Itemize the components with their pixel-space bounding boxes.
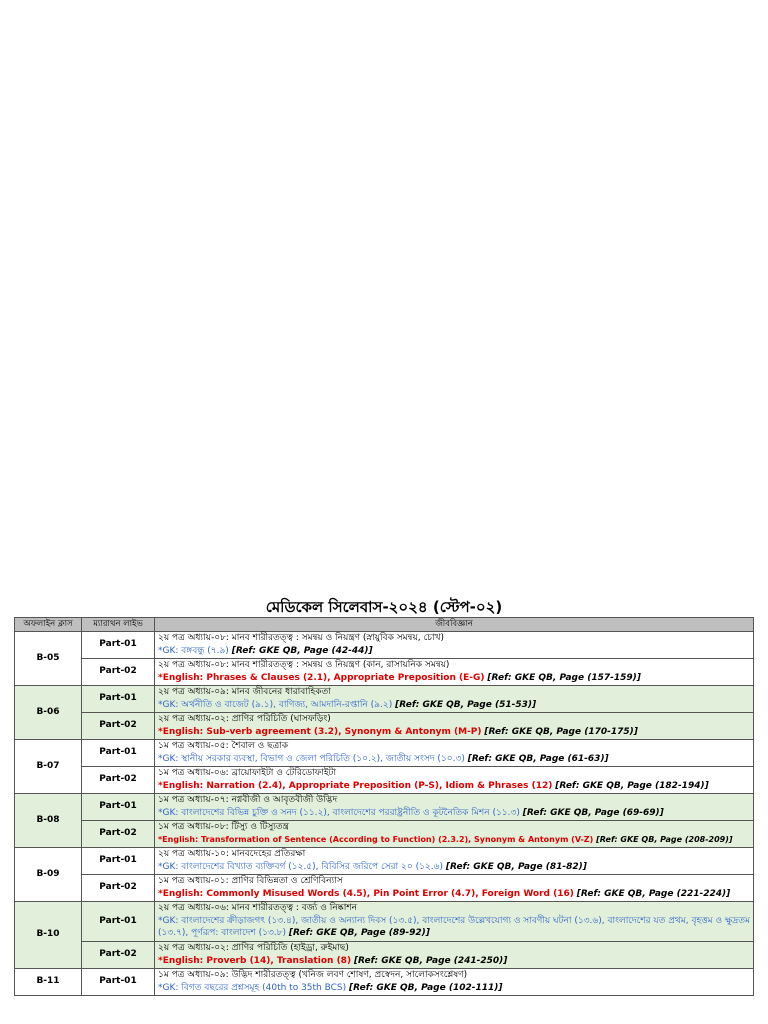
topic-cell	[155, 820, 754, 847]
table-row	[15, 658, 754, 685]
table-row	[15, 820, 754, 847]
part-cell: Part-01	[82, 793, 155, 820]
part-cell: Part-02	[82, 820, 155, 847]
part-cell: Part-02	[82, 766, 155, 793]
table-row	[15, 766, 754, 793]
topic-gk: *GK: বিগত বছরের প্রশ্নসমূহ (40th to 35th BCS)	[158, 982, 347, 993]
header-marathon-live: ম্যারাথন লাইভ	[82, 618, 155, 632]
topic-cell	[155, 968, 754, 995]
header-biology: জীববিজ্ঞান	[155, 618, 754, 632]
topic-main: ২য় পত্র অধ্যায়-১০: মানবদেহের প্রতিরক্ষা	[158, 849, 306, 859]
topic-english: *English: Proverb (14), Translation (8)	[158, 955, 352, 966]
batch-cell: B-08	[15, 793, 82, 847]
part-cell: Part-01	[82, 847, 155, 874]
table-row	[15, 941, 754, 968]
topic-main: ১ম পত্র অধ্যায়-০৯: উদ্ভিদ শারীরতত্ত্ব (খনিজ লবণ শোষণ, প্রস্বেদন, সালোকসংশ্লেষণ)	[158, 970, 468, 980]
topic-cell	[155, 658, 754, 685]
topic-main: ২য় পত্র অধ্যায়-০২: প্রাণির পরিচিতি (হাইড্রা, রুইমাছ)	[158, 943, 349, 953]
topic-cell	[155, 793, 754, 820]
topic-english: *English: Transformation of Sentence (According to Function) (2.3.2), Synonym & Antonym (V-Z)	[158, 834, 594, 844]
topic-ref: [Ref: GKE QB, Page (170-175)]	[484, 726, 638, 737]
part-cell: Part-02	[82, 712, 155, 739]
topic-main: ২য় পত্র অধ্যায়-০৯: মানব জীবনের ধারাবাহিকতা	[158, 687, 331, 697]
topic-ref: [Ref: GKE QB, Page (241-250)]	[353, 955, 508, 966]
page-title: মেডিকেল সিলেবাস-২০২৪ (স্টেপ-০২)	[265, 598, 503, 616]
topic-main: ১ম পত্র অধ্যায়-০৮: টিস্যু ও টিস্যুতন্ত্র	[158, 822, 289, 832]
part-cell: Part-01	[82, 968, 155, 995]
topic-ref: [Ref: GKE QB, Page (61-63)]	[467, 753, 609, 764]
topic-english: *English: Commonly Misused Words (4.5), Pin Point Error (4.7), Foreign Word (16)	[158, 888, 574, 899]
batch-cell: B-06	[15, 685, 82, 739]
batch-cell: B-07	[15, 739, 82, 793]
part-cell: Part-02	[82, 658, 155, 685]
topic-main: ১ম পত্র অধ্যায়-০৫: শৈবাল ও ছত্রাক	[158, 741, 289, 751]
topic-cell	[155, 941, 754, 968]
part-cell: Part-02	[82, 874, 155, 901]
batch-cell: B-09	[15, 847, 82, 901]
topic-gk: *GK: অর্থনীতি ও বাজেট (৯.১), বাণিজ্য, আমদানি-রপ্তানি (৯.২)	[158, 699, 393, 710]
topic-ref: [Ref: GKE QB, Page (208-209)]	[596, 834, 733, 844]
topic-main: ২য় পত্র অধ্যায়-০৮: মানব শারীরতত্ত্ব : সমন্বয় ও নিয়ন্ত্রণ (কান, রাসায়নিক সমন্বয়)	[158, 660, 450, 670]
topic-cell	[155, 739, 754, 766]
topic-gk: *GK: স্থানীয় সরকার ব্যবস্থা, বিভাগ ও জেলা পরিচিতি (১০.২), জাতীয় সংসদ (১০.৩)	[158, 753, 465, 764]
topic-main: ১ম পত্র অধ্যায়-০৭: নগ্নবীজী ও আবৃতবীজী উদ্ভিদ	[158, 795, 338, 805]
table-header-row	[15, 618, 754, 632]
topic-cell	[155, 847, 754, 874]
topic-ref: [Ref: GKE QB, Page (51-53)]	[395, 699, 537, 710]
topic-ref: [Ref: GKE QB, Page (69-69)]	[522, 807, 664, 818]
topic-cell	[155, 685, 754, 712]
topic-ref: [Ref: GKE QB, Page (157-159)]	[487, 672, 641, 683]
topic-main: ২য় পত্র অধ্যায়-০৬: মানব শারীরতত্ত্ব : বর্জ্য ও নিষ্কাশন	[158, 903, 358, 914]
table-row	[15, 712, 754, 739]
batch-cell: B-11	[15, 968, 82, 995]
part-cell: Part-01	[82, 901, 155, 941]
batch-cell: B-10	[15, 901, 82, 968]
header-offline-class: অফলাইন ক্লাস	[15, 618, 82, 632]
topic-english: *English: Narration (2.4), Appropriate Preposition (P-S), Idiom & Phrases (12)	[158, 780, 553, 791]
table-row	[15, 631, 754, 658]
topic-main: ১ম পত্র অধ্যায়-০১: প্রাণির বিভিন্নতা ও শ্রেণিবিন্যাস	[158, 876, 343, 886]
topic-english: *English: Sub-verb agreement (3.2), Synonym & Antonym (M-P)	[158, 726, 482, 737]
table-row	[15, 685, 754, 712]
part-cell: Part-01	[82, 685, 155, 712]
topic-cell	[155, 631, 754, 658]
batch-cell: B-05	[15, 631, 82, 685]
topic-ref: [Ref: GKE QB, Page (221-224)]	[576, 888, 731, 899]
table-row	[15, 901, 754, 941]
table-row	[15, 793, 754, 820]
part-cell: Part-02	[82, 941, 155, 968]
topic-ref: [Ref: GKE QB, Page (182-194)]	[555, 780, 709, 791]
part-cell: Part-01	[82, 739, 155, 766]
topic-ref: [Ref: GKE QB, Page (89-92)]	[288, 928, 430, 939]
topic-main: ২য় পত্র অধ্যায়-০৮: মানব শারীরতত্ত্ব : সমন্বয় ও নিয়ন্ত্রণ (স্নায়ুবিক সমন্বয়, চোখ)	[158, 633, 445, 643]
topic-main: ২য় পত্র অধ্যায়-০২: প্রাণির পরিচিতি (ঘাসফড়িং)	[158, 714, 331, 724]
table-row	[15, 847, 754, 874]
part-cell: Part-01	[82, 631, 155, 658]
topic-cell	[155, 901, 754, 941]
topic-gk: *GK: বাংলাদেশের বিভিন্ন চুক্তি ও সনদ (১১.২), বাংলাদেশের পররাষ্ট্রনীতি ও কূটনৈতিক মিশন (১১.৩)	[158, 807, 520, 818]
topic-gk: *GK: বঙ্গবন্ধু (৭.৯)	[158, 645, 229, 656]
topic-ref: [Ref: GKE QB, Page (42-44)]	[231, 645, 373, 656]
topic-cell	[155, 874, 754, 901]
table-row	[15, 874, 754, 901]
topic-ref: [Ref: GKE QB, Page (81-82)]	[445, 861, 587, 872]
topic-cell	[155, 766, 754, 793]
topic-ref: [Ref: GKE QB, Page (102-111)]	[349, 982, 503, 993]
topic-gk: *GK: বাংলাদেশের ক্রীড়াজগৎ (১৩.৪), জাতীয় ও অন্যান্য দিবস (১৩.৫), বাংলাদেশের উল্লেখযোগ্য ও সাবণীয় ঘটনা (১৩.৬), বাংলাদেশের যত প্রথম, বৃহত্তম ও ক্ষুদ্রতম (১৩.৭), পূর্ণরূপ: বাংলাদেশ (১৩.৮)	[158, 915, 751, 939]
topic-main: ১ম পত্র অধ্যায়-০৬: ব্রায়োফাইটা ও টেরিডোফাইটা	[158, 768, 337, 778]
topic-gk: *GK: বাংলাদেশের বিখ্যাত ব্যক্তিবর্গ (১২.৫), বিবিসির জরিপে সেরা ২০ (১২.৬)	[158, 861, 444, 872]
topic-english: *English: Phrases & Clauses (2.1), Appropriate Preposition (E-G)	[158, 672, 485, 683]
topic-cell	[155, 712, 754, 739]
table-row	[15, 739, 754, 766]
syllabus-table	[14, 617, 754, 996]
table-row	[15, 968, 754, 995]
